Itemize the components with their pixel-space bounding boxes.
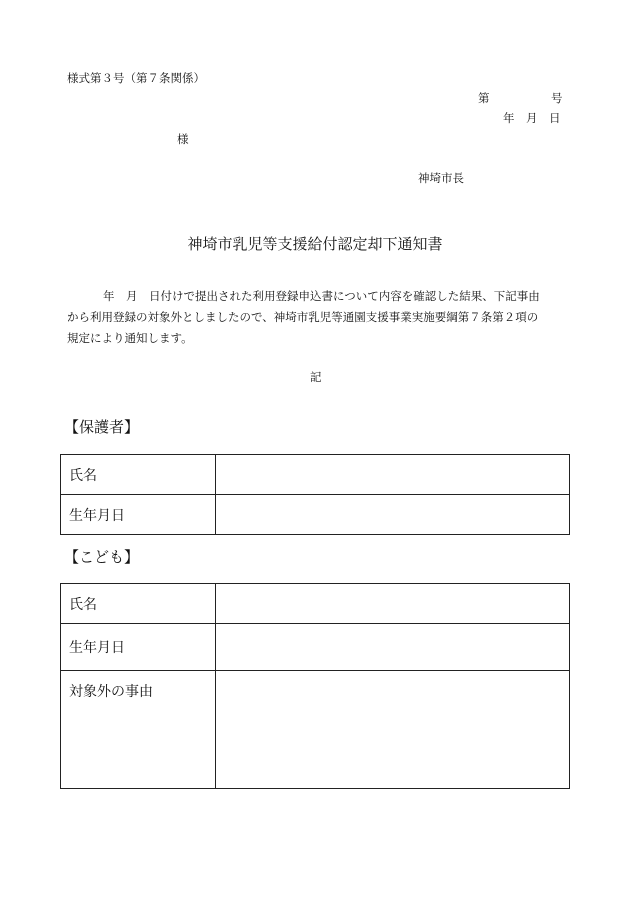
child-name-label: 氏名 [61,584,216,624]
ki-mark: 記 [310,370,322,384]
doc-number-prefix: 第 [478,91,490,105]
guardian-dob-label: 生年月日 [61,495,216,535]
table-row [61,495,570,535]
guardian-table [60,454,570,535]
guardian-name-label: 氏名 [61,455,216,495]
child-name-field[interactable] [216,584,570,624]
doc-number-suffix: 号 [551,91,563,105]
addressee-suffix: 様 [177,132,189,146]
document-title: 神埼市乳児等支援給付認定却下通知書 [187,235,443,253]
date-line: 年 月 日 [503,111,561,125]
body-line-3: 規定により通知します。 [67,331,193,345]
reason-field[interactable] [216,671,570,789]
child-heading: 【こども】 [64,548,140,566]
guardian-name-field[interactable] [216,455,570,495]
table-row [61,455,570,495]
issuer-name: 神埼市長 [418,171,464,185]
reason-label: 対象外の事由 [61,671,216,789]
child-table [60,583,570,789]
body-line-1: 年 月 日付けで提出された利用登録申込書について内容を確認した結果、下記事由 [103,289,540,303]
body-paragraph [67,286,572,349]
child-dob-label: 生年月日 [61,624,216,671]
body-line-2: から利用登録の対象外としましたので、神埼市乳児等通園支援事業実施要綱第７条第２項の [67,310,539,324]
child-dob-field[interactable] [216,624,570,671]
table-row [61,624,570,671]
table-row [61,584,570,624]
guardian-heading: 【保護者】 [64,418,140,436]
table-row [61,671,570,789]
guardian-dob-field[interactable] [216,495,570,535]
form-number: 様式第３号（第７条関係） [67,71,205,85]
